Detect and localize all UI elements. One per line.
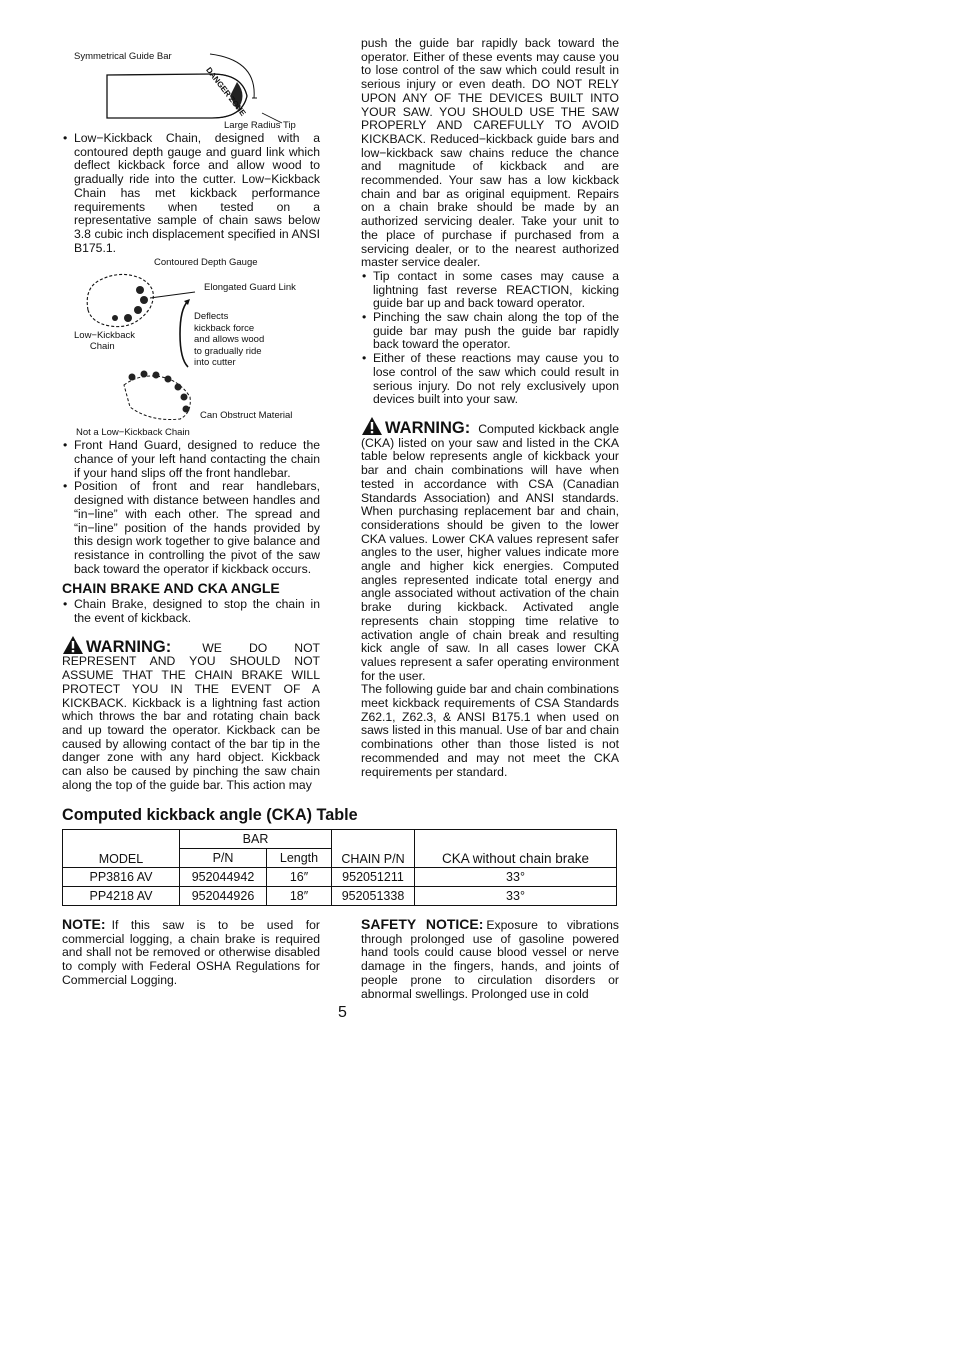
warning-label: WARNING: — [385, 418, 471, 437]
contoured-depth-gauge-label: Contoured Depth Gauge — [154, 257, 258, 269]
chain-figure — [62, 255, 320, 439]
right-paragraph-1: push the guide bar rapidly back toward the operator. Either of these events may cause you to lose control of the saw which could result in serious injury or even death. DO NOT RELY UPON ANY OF THE DEVICES BUILT INTO YOUR SAW. YOU SHOULD USE THE SAW PROPERLY AND CAREFULLY TO AVOID KICKBACK. Reduced−kickback guide bars and low−kickback saw chains reduce the chance and magnitude of kickback and are recommended. Your saw has a low kickback chain and bar as original equipment. Repairs on a chain brake should be made by an authorized servicing dealer. Take your unit to the place of purchase if purchased from a servicing dealer, or to the nearest authorized master service dealer. — [361, 36, 619, 270]
cell-length: 18″ — [267, 887, 332, 906]
cell-chain: 952051338 — [332, 887, 415, 906]
table-row — [63, 887, 617, 906]
cka-warning-text: Computed kickback angle (CKA) listed on your saw and listed in the CKA table below represents angle of kickback your bar and chain combinations will have when tested in accordance with CSA (Canadian Standards Association) and ANSI standards. When purchasing replacement bar and chain, considerations should be given to the lower CKA values. Lower CKA values represent safer angles to the user, higher values indicate more angle and higher kick energies. Computed angles represented indicate total energy and angle associated without activation of the chain brake during kickback. Activated angle represents chain stopping time relative to activation angle of chain break and resulting kick angle of saw. In all cases lower CKA values represent a safer operating environment for the user. — [361, 421, 620, 683]
bullet-handlebars: • Position of front and rear handlebars, designed with distance between handles and “in−line” with each other. The spread and “in−line” position of the hands provided by this design work together to give balance and resistance in controlling the pivot of the saw back toward the operator if kickback occurs. — [63, 479, 320, 576]
guide-bar-label: Symmetrical Guide Bar — [74, 51, 172, 62]
right-column — [361, 37, 619, 779]
cka-table — [62, 829, 617, 906]
note-paragraph — [62, 918, 320, 988]
right-paragraph-2: The following guide bar and chain combinations meet kickback requirements of CSA Standards Z62.1, Z62.3, & ANSI B175.1 when used on saws listed in this manual. Use of bar and chain combinations other than those listed is not recommended and may not meet the CKA requirements per standard. — [361, 682, 619, 779]
cell-model: PP3816 AV — [63, 868, 180, 887]
safety-label: SAFETY NOTICE: — [361, 916, 484, 932]
bullet-either: • Either of these reactions may cause you to lose control of the saw which could result in serious injury. Do not rely exclusively upon devices built into your saw. — [362, 351, 619, 407]
danger-zone-label: DANGER ZONE — [204, 65, 248, 118]
bracket-arrow — [178, 299, 192, 369]
page-number: 5 — [338, 1004, 347, 1021]
bullet-front-hand-guard: • Front Hand Guard, designed to reduce the chance of your left hand contacting the chain if your hand slips off the front handlebar. — [63, 438, 320, 480]
cell-chain: 952051211 — [332, 868, 415, 887]
cell-cka: 33° — [415, 868, 617, 887]
warning-triangle-icon — [62, 635, 84, 655]
bullet-chain-brake: • Chain Brake, designed to stop the chain in the event of kickback. — [63, 597, 320, 626]
header-bar: BAR — [180, 830, 332, 849]
header-pn: P/N — [180, 849, 267, 868]
warning-text: WE DO NOT REPRESENT AND YOU SHOULD NOT ASSUME THAT THE CHAIN BRAKE WILL PROTECT YOU IN THE EVENT OF A KICKBACK. Kickback is a lightning fast action which throws the bar and rotating chain back and up toward the operator. Kickback can be caused by allowing contact of the bar tip in the danger zone with any hard object. Kickback can also be caused by pinching the saw chain along the top of the guide bar. This action may — [62, 640, 320, 792]
note-text: If this saw is to be used for commercial logging, a chain brake is required and shall not be removed or otherwise disabled to comply with Federal OSHA Regulations for Commercial Logging. — [62, 918, 320, 987]
standard-chain-drawing — [120, 367, 210, 427]
cka-table-title: Computed kickback angle (CKA) Table — [62, 806, 358, 824]
table-row — [63, 868, 617, 887]
cell-pn: 952044926 — [180, 887, 267, 906]
bullet-low-kickback-chain: • Low−Kickback Chain, designed with a contoured depth gauge and guard link which deflect kickback force and allow wood to gradually ride into the cutter. Low−Kickback Chain has met kickback performance requirements when tested on a representative sample of chain saws below 3.8 cubic inch displacement specified in ANSI B175.1. — [63, 131, 320, 255]
bullet-pinching: • Pinching the saw chain along the top of the guide bar may push the guide bar rapidly back toward the operator. — [362, 310, 619, 352]
right-warning — [361, 416, 619, 683]
guide-bar-figure — [62, 40, 320, 132]
header-model: MODEL — [63, 830, 180, 868]
header-chain: CHAIN P/N — [332, 830, 415, 868]
note-label: NOTE: — [62, 916, 106, 932]
safety-text: Exposure to vibrations through prolonged use of gasoline powered hand tools could cause blood vessel or nerve damage in the fingers, hands, and joints of people prone to circulation disorders or abnormal swellings. Prolonged use in cold — [361, 918, 619, 1001]
header-cka: CKA without chain brake — [415, 830, 617, 868]
deflects-label: Deflects kickback force and allows wood to gradually ride into cutter — [194, 311, 265, 369]
left-column — [62, 40, 320, 793]
cell-model: PP4218 AV — [63, 887, 180, 906]
cell-length: 16″ — [267, 868, 332, 887]
warning-label: WARNING: — [86, 637, 172, 656]
bullet-tip-contact: • Tip contact in some cases may cause a lightning fast reverse REACTION, kicking guide bar up and back toward operator. — [362, 268, 619, 311]
chain-brake-heading: CHAIN BRAKE AND CKA ANGLE — [62, 580, 280, 597]
can-obstruct-label: Can Obstruct Material — [200, 410, 293, 422]
not-low-kickback-label: Not a Low−Kickback Chain — [76, 427, 190, 439]
cell-pn: 952044942 — [180, 868, 267, 887]
header-length: Length — [267, 849, 332, 868]
large-radius-tip-label: Large Radius Tip — [224, 120, 296, 131]
guide-bar-drawing — [102, 40, 302, 132]
safety-paragraph — [361, 918, 619, 1001]
low-kickback-chain-label: Low−Kickback Chain — [74, 330, 135, 353]
elongated-guard-link-label: Elongated Guard Link — [204, 282, 296, 294]
cell-cka: 33° — [415, 887, 617, 906]
warning-triangle-icon — [361, 416, 383, 436]
left-warning — [62, 635, 320, 793]
